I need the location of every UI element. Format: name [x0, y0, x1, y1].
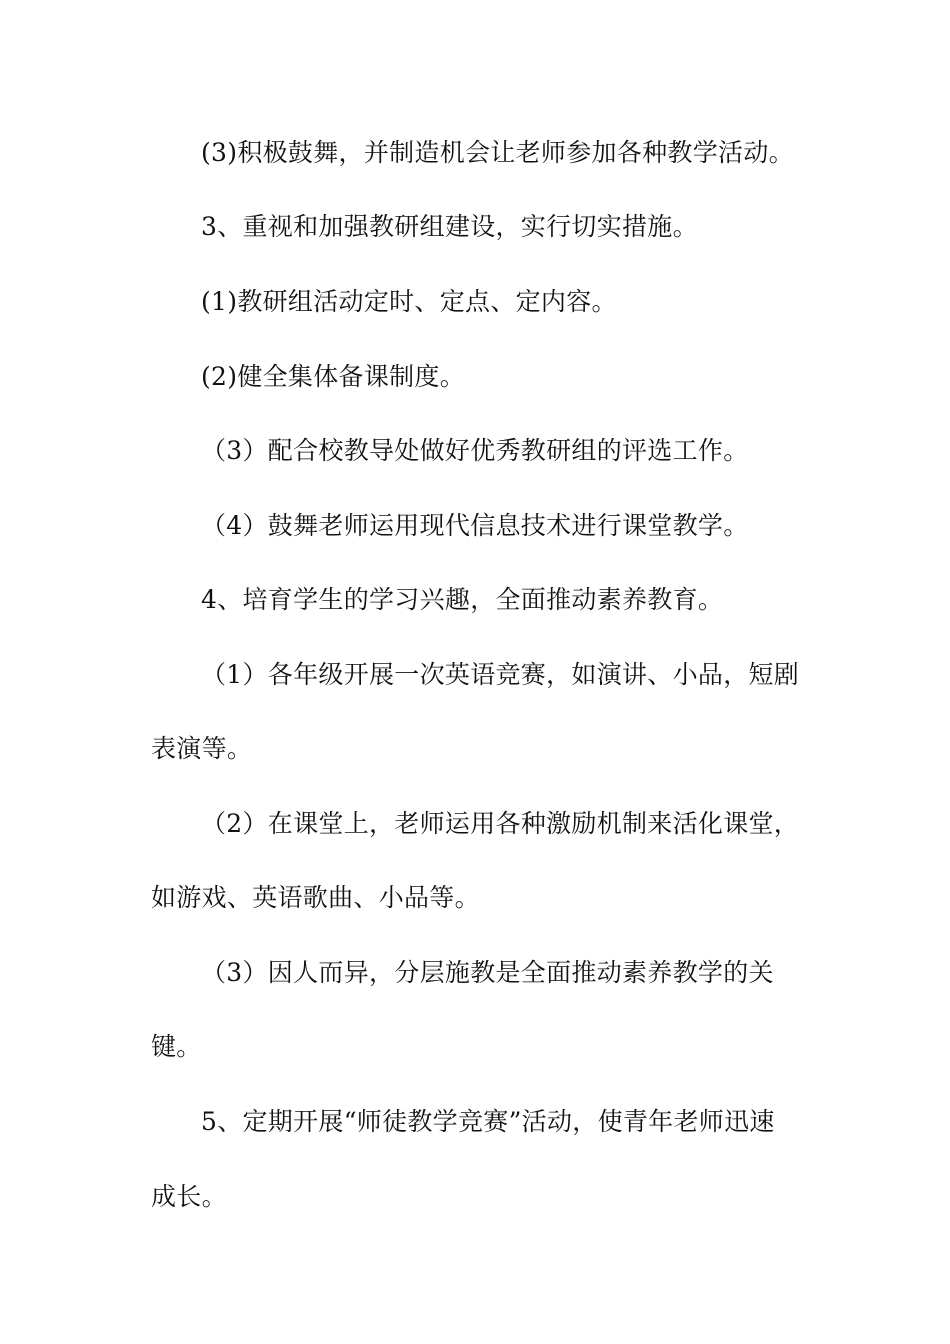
text-line-item-4-technology: （4）鼓舞老师运用现代信息技术进行课堂教学。: [201, 511, 749, 540]
text-line-section-4-heading: 4、培育学生的学习兴趣，全面推动素养教育。: [201, 585, 724, 614]
text-line-section-5-heading: 5、定期开展“师徒教学竞赛”活动，使青年老师迅速: [201, 1107, 775, 1136]
text-line-item-3-differentiated: （3）因人而异，分层施教是全面推动素养教学的关: [201, 958, 774, 987]
text-line-item-1-competition: （1）各年级开展一次英语竞赛，如演讲、小品，短剧: [201, 660, 800, 689]
text-line-section-3-heading: 3、重视和加强教研组建设，实行切实措施。: [201, 212, 698, 241]
text-line-item-3-evaluation: （3）配合校教导处做好优秀教研组的评选工作。: [201, 436, 749, 465]
text-line-item-2-classroom: （2）在课堂上，老师运用各种激励机制来活化课堂，: [201, 809, 800, 838]
text-line-section-5-continued: 成长。: [151, 1182, 227, 1211]
text-line-item-3-continued: 键。: [151, 1032, 202, 1061]
text-line-item-2-continued: 如游戏、英语歌曲、小品等。: [151, 883, 480, 912]
text-line-item-2-lesson-prep: (2)健全集体备课制度。: [201, 362, 466, 391]
text-line-item-1-continued: 表演等。: [151, 734, 253, 763]
text-line-item-1-schedule: (1)教研组活动定时、定点、定内容。: [201, 287, 617, 316]
text-line-item-3-encourage: (3)积极鼓舞，并制造机会让老师参加各种教学活动。: [201, 138, 794, 167]
